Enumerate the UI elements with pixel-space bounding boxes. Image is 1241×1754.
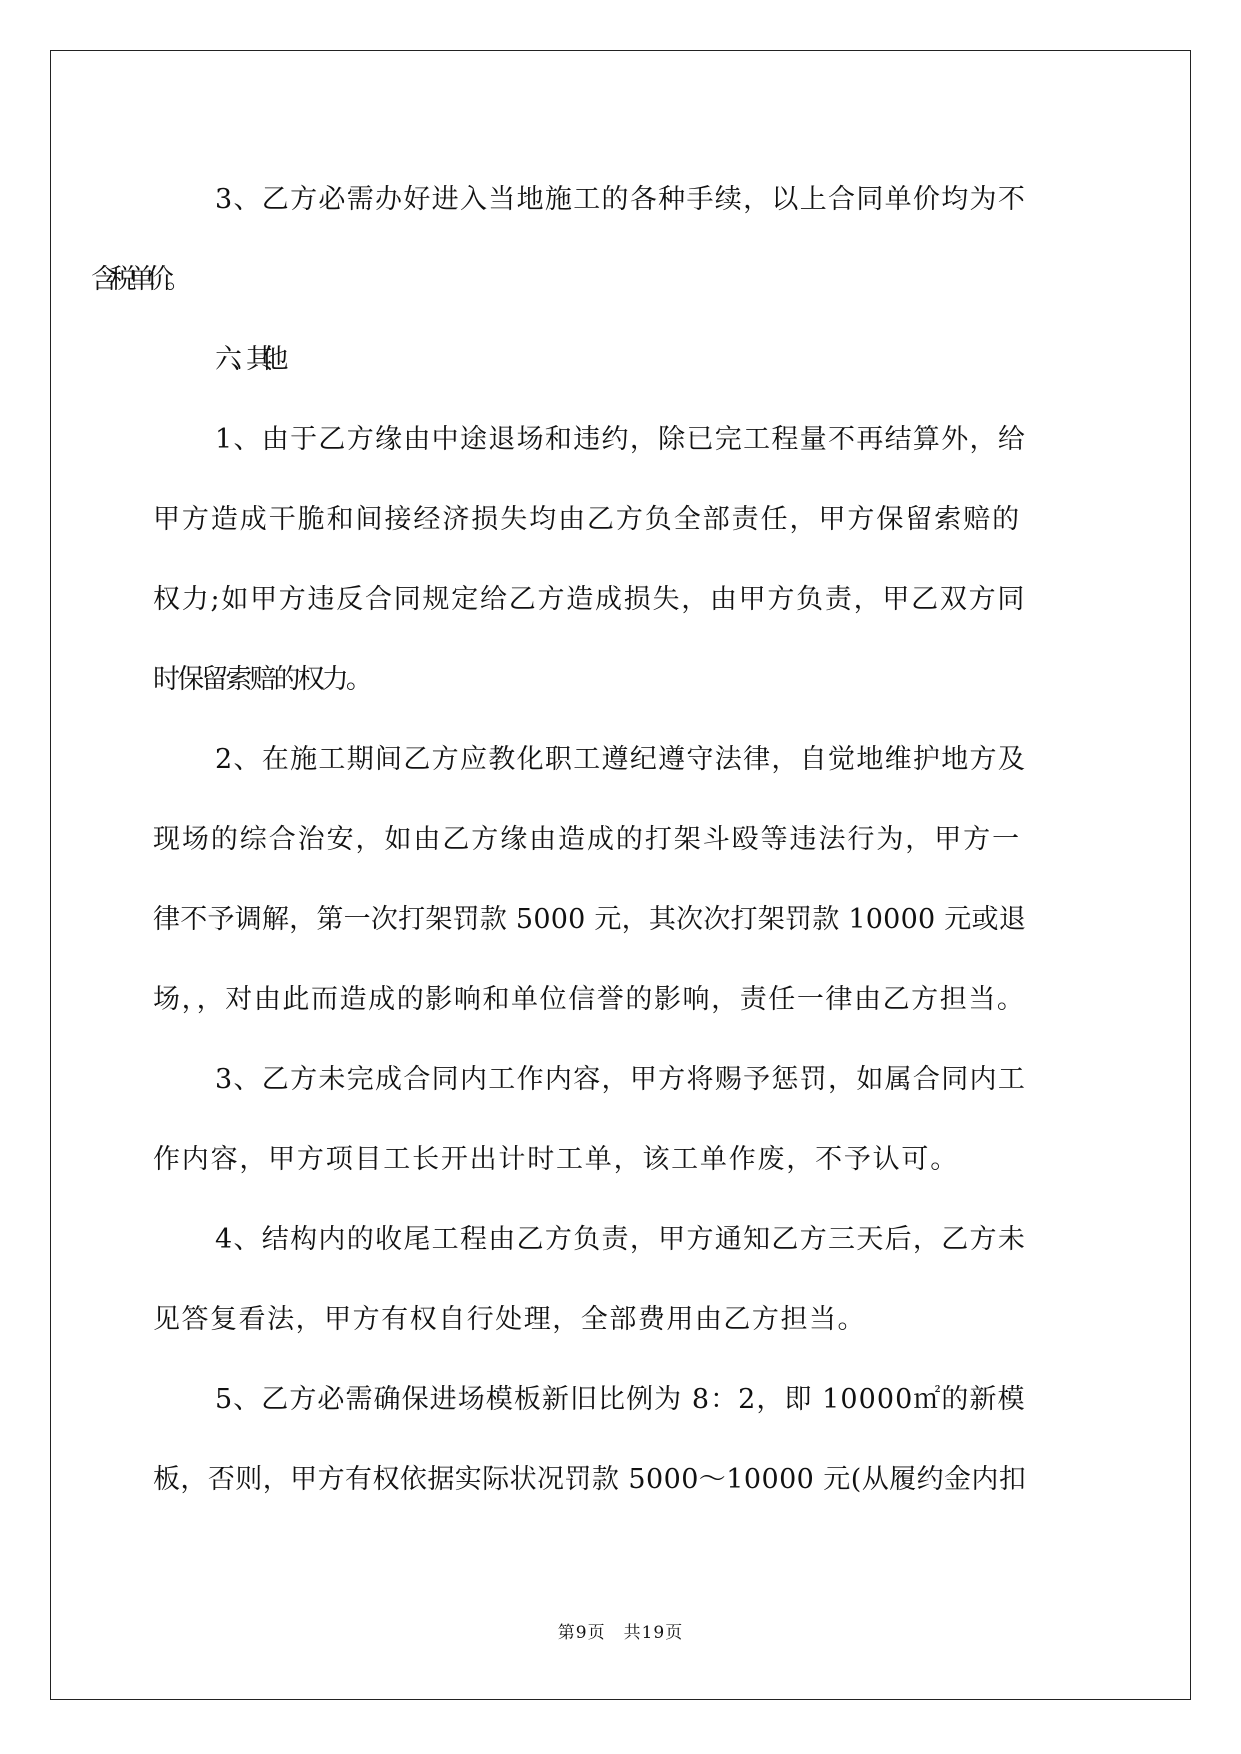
text-line: 作内容，甲方项目工长开出计时工单，该工单作废，不予认可。 xyxy=(153,1144,959,1175)
text-line: 1、由于乙方缘由中途退场和违约，除已完工程量不再结算外，给 xyxy=(215,424,1027,455)
paragraph-clause-3-taxes xyxy=(91,160,1088,320)
page-total: 共19页 xyxy=(623,1623,684,1643)
text-line: 甲方造成干脆和间接经济损失均由乙方负全部责任，甲方保留索赔的 xyxy=(153,504,1021,535)
page-number: 第9页 xyxy=(557,1623,606,1643)
text-line: 律不予调解，第一次打架罚款 5000 元，其次次打架罚款 10000 元或退 xyxy=(153,904,1026,935)
text-line: 5、乙方必需确保进场模板新旧比例为 8：2，即 10000㎡的新模 xyxy=(215,1384,1026,1415)
text-line: 见答复看法，甲方有权自行处理，全部费用由乙方担当。 xyxy=(153,1304,866,1335)
page-footer xyxy=(0,1618,1241,1643)
paragraph-clause-2-conduct xyxy=(153,720,1088,1040)
text-line: 2、在施工期间乙方应教化职工遵纪遵守法律，自觉地维护地方及 xyxy=(215,744,1027,775)
text-line: 3、乙方必需办好进入当地施工的各种手续，以上合同单价均为不 xyxy=(215,184,1027,215)
text-line: 含税单价。 xyxy=(91,264,184,295)
document-body xyxy=(91,160,1088,1520)
text-line: 3、乙方未完成合同内工作内容，甲方将赐予惩罚，如属合同内工 xyxy=(215,1064,1027,1095)
section-heading-other xyxy=(153,320,1088,400)
text-line: 场，，对由此而造成的影响和单位信誉的影响，责任一律由乙方担当。 xyxy=(153,984,1026,1015)
text-line: 时保留索赔的权力。 xyxy=(153,664,370,695)
paragraph-clause-3-penalty xyxy=(153,1040,1088,1200)
paragraph-clause-5-formwork xyxy=(153,1360,1088,1520)
text-line: 权力;如甲方违反合同规定给乙方造成损失，由甲方负责，甲乙双方同 xyxy=(153,584,1027,615)
text-line: 板，否则，甲方有权依据实际状况罚款 5000～10000 元(从履约金内扣 xyxy=(153,1464,1027,1495)
text-line: 六、其他 xyxy=(215,344,277,375)
paragraph-clause-1-breach xyxy=(153,400,1088,720)
text-line: 4、结构内的收尾工程由乙方负责，甲方通知乙方三天后，乙方未 xyxy=(215,1224,1027,1255)
text-line: 现场的综合治安，如由乙方缘由造成的打架斗殴等违法行为，甲方一 xyxy=(153,824,1021,855)
paragraph-clause-4-finishing xyxy=(153,1200,1088,1360)
